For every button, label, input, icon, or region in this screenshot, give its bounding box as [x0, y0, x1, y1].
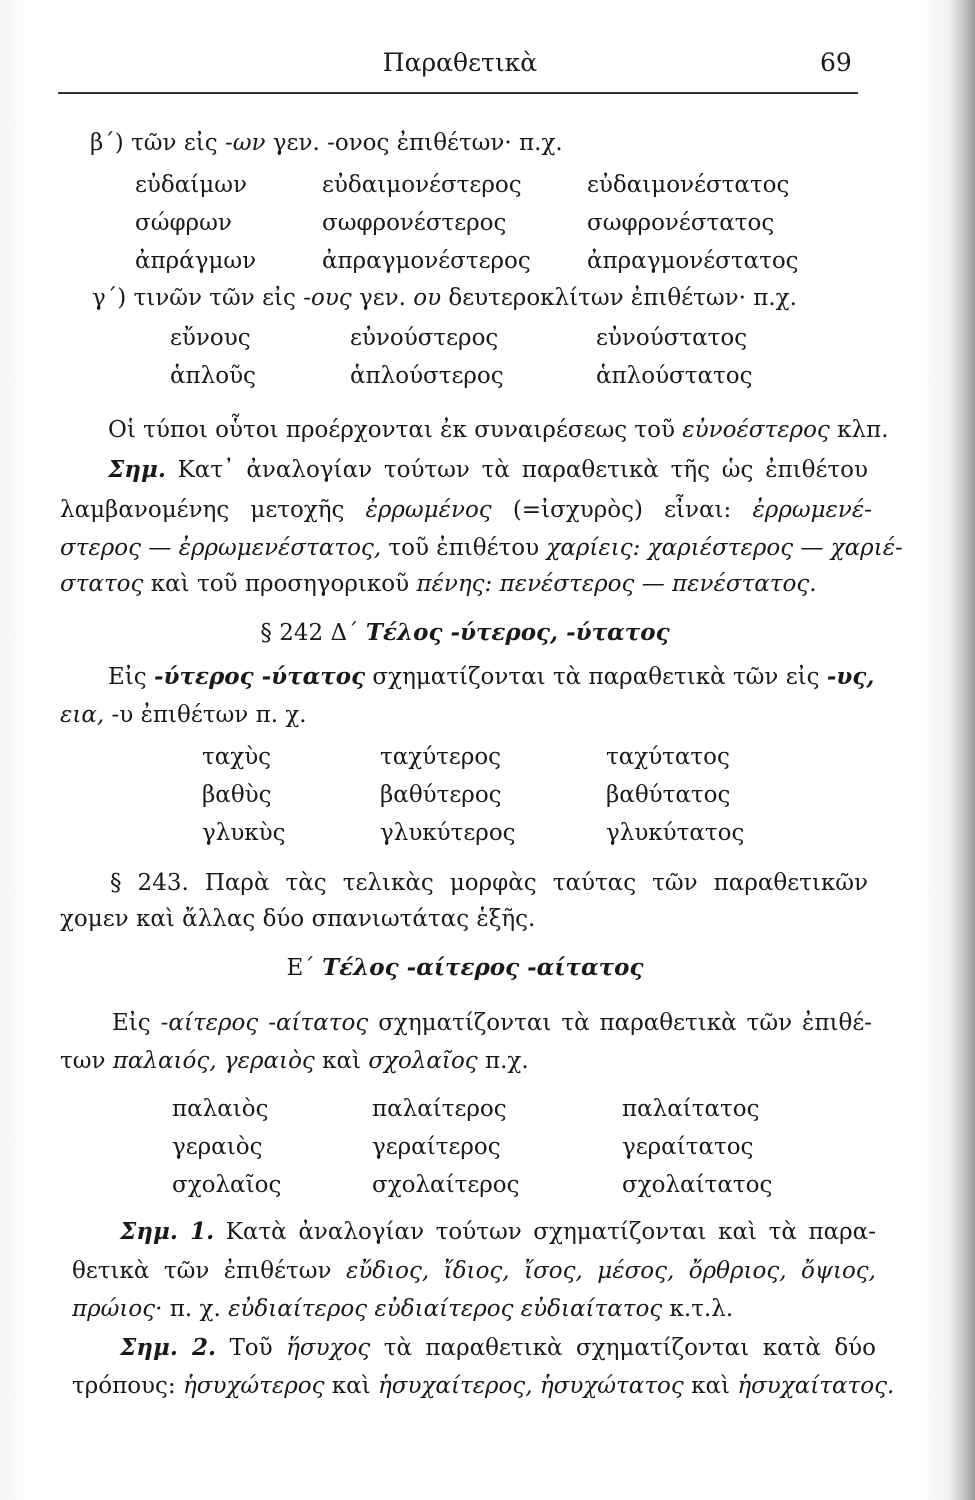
table-cell: ἁπλούστατος — [596, 363, 753, 389]
note-1-line-3: πρώιος· π. χ. εὐδιαίτερος εὐδιαίτερος εὐδιαίτατος κ.τ.λ. — [72, 1296, 734, 1322]
section-242-line-1: Εἰς -ύτερος -ύτατος σχηματίζονται τὰ παραθετικὰ τῶν εἰς -υς, — [108, 663, 875, 690]
table-cell: εὔνους — [170, 325, 251, 351]
table-cell: γλυκύτερος — [380, 820, 516, 846]
table-cell: παλαιὸς — [172, 1096, 269, 1122]
table-cell: ἀπραγμονέστερος — [322, 248, 531, 274]
table-cell: ἀπράγμων — [135, 248, 257, 274]
table-cell: ἀπραγμονέστατος — [587, 248, 799, 274]
table-cell: βαθύτερος — [380, 782, 502, 808]
table-cell: ἁπλούστερος — [350, 363, 504, 389]
table-cell: ταχὺς — [202, 744, 272, 770]
table-cell: σχολαῖος — [172, 1172, 282, 1198]
note-2-line-2: τρόπους: ἡσυχώτερος καὶ ἡσυχαίτερος, ἡσυχώτατος καὶ ἡσυχαίτατος. — [72, 1373, 895, 1399]
table-cell: βαθὺς — [202, 782, 272, 808]
note-sim-line-3: στερος — ἐρρωμενέστατος, τοῦ ἐπιθέτου χαρίεις: χαριέστερος — χαριέ- — [60, 535, 903, 561]
table-cell: εὐδαιμονέστερος — [322, 172, 522, 198]
table-cell: ταχύτερος — [380, 744, 502, 770]
table-cell: εὐδαιμονέστατος — [587, 172, 790, 198]
section-242-heading: § 242 Δ΄ Τέλος -ύτερος, -ύτατος — [260, 619, 670, 646]
origin-note: Οἱ τύποι οὗτοι προέρχονται ἐκ συναιρέσεως τοῦ εὐνοέστερος κλπ. — [108, 417, 889, 443]
table-cell: ταχύτατος — [606, 744, 730, 770]
section-243-line-1: § 243. Παρὰ τὰς τελικὰς μορφὰς ταύτας τῶν παραθετικῶν — [110, 870, 868, 896]
table-cell: σώφρων — [135, 210, 232, 236]
note-sim-line-4: στατος καὶ τοῦ προσηγορικοῦ πένης: πενέστερος — πενέστατος. — [60, 571, 817, 597]
page-header-title: Παραθετικὰ — [382, 48, 538, 77]
note-1-line-1: Σημ. 1. Κατὰ ἀναλογίαν τούτων σχηματίζονται καὶ τὰ παρα- — [120, 1218, 876, 1245]
section-e-line-2: των παλαιός, γεραιὸς καὶ σχολαῖος π.χ. — [60, 1048, 529, 1074]
table-cell: σχολαίτατος — [622, 1172, 773, 1198]
table-cell: παλαίτερος — [372, 1096, 507, 1122]
section-e-heading: Ε΄ Τέλος -αίτερος -αίτατος — [286, 954, 644, 981]
note-sim-line-1: Σημ. Κατ᾽ ἀναλογίαν τούτων τὰ παραθετικὰ τῆς ὡς ἐπιθέτου — [108, 456, 868, 483]
table-cell: γλυκὺς — [202, 820, 286, 846]
note-sim-line-2: λαμβανομένης μετοχῆς ἐρρωμένος (=ἰσχυρὸς) εἶναι: ἐρρωμενέ- — [60, 497, 872, 523]
table-cell: εὐδαίμων — [135, 172, 247, 198]
section-c-intro: γ΄) τινῶν τῶν εἰς -ους γεν. ου δευτεροκλίτων ἐπιθέτων· π.χ. — [92, 285, 797, 311]
note-1-line-2: θετικὰ τῶν ἐπιθέτων εὔδιος, ἴδιος, ἴσος, μέσος, ὄρθριος, ὄψιος, — [72, 1258, 876, 1284]
table-cell: σωφρονέστατος — [587, 210, 775, 236]
header-rule — [58, 92, 858, 94]
table-cell: βαθύτατος — [606, 782, 731, 808]
section-243-line-2: χομεν καὶ ἄλλας δύο σπανιωτάτας ἑξῆς. — [60, 906, 536, 932]
table-cell: εὐνούστερος — [350, 325, 499, 351]
table-cell: ἁπλοῦς — [170, 363, 256, 389]
section-e-line-1: Εἰς -αίτερος -αίτατος σχηματίζονται τὰ παραθετικὰ τῶν ἐπιθέ- — [112, 1010, 873, 1036]
page-spine-shadow — [949, 0, 975, 1500]
section-b-intro: β΄) τῶν εἰς -ων γεν. -ονος ἐπιθέτων· π.χ. — [90, 130, 563, 156]
table-cell: σχολαίτερος — [372, 1172, 520, 1198]
table-cell: γεραίτατος — [622, 1134, 754, 1160]
table-cell: γεραιὸς — [172, 1134, 263, 1160]
page-number: 69 — [820, 48, 852, 77]
note-2-line-1: Σημ. 2. Τοῦ ἥσυχος τὰ παραθετικὰ σχηματίζονται κατὰ δύο — [120, 1334, 876, 1361]
table-cell: παλαίτατος — [622, 1096, 760, 1122]
table-cell: σωφρονέστερος — [322, 210, 507, 236]
table-cell: γλυκύτατος — [606, 820, 745, 846]
table-cell: εὐνούστατος — [596, 325, 748, 351]
table-cell: γεραίτερος — [372, 1134, 501, 1160]
section-242-line-2: εια, -υ ἐπιθέτων π. χ. — [60, 702, 307, 728]
